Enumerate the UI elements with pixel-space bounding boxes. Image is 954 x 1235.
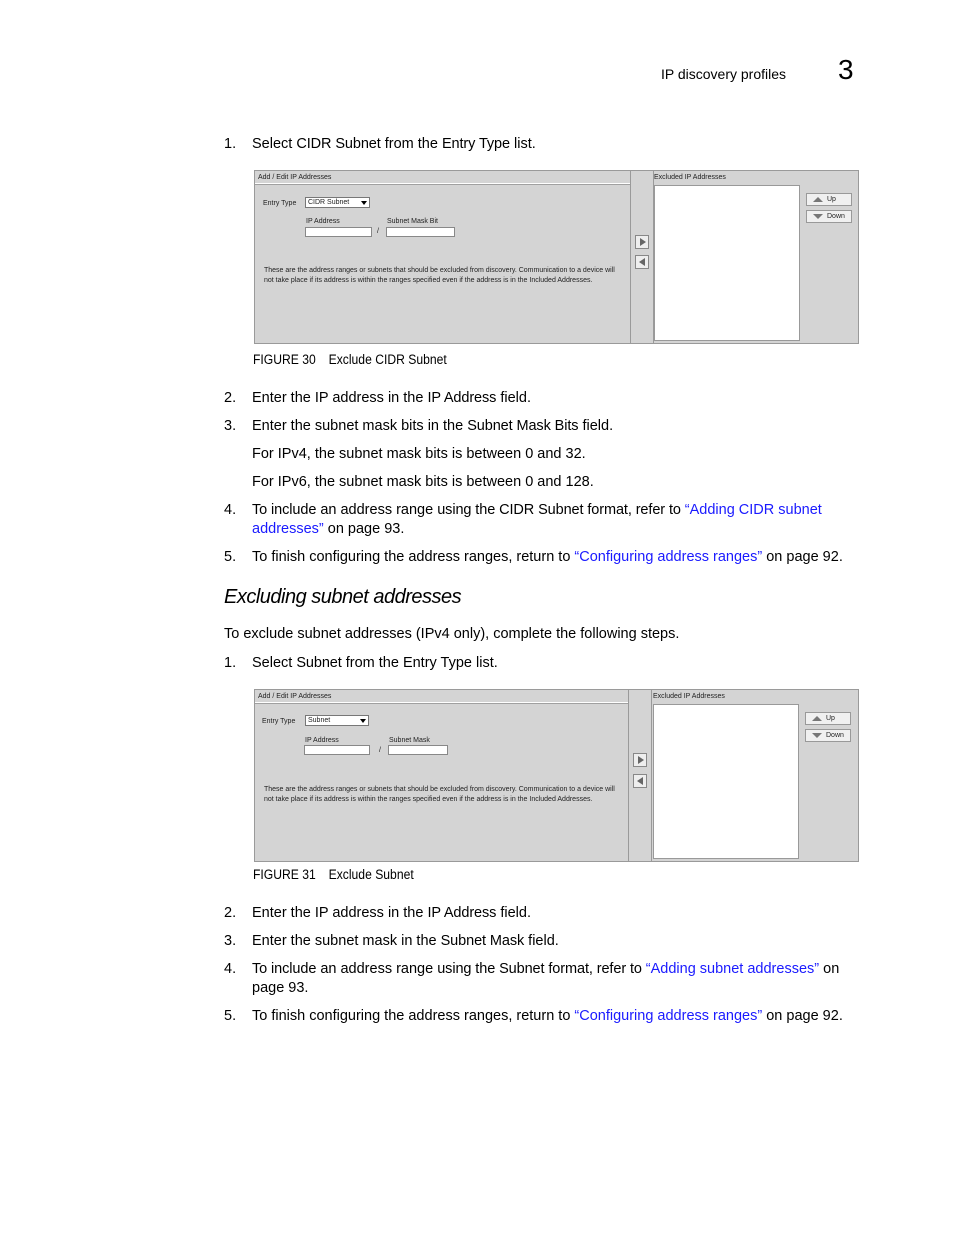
ui-term: Subnet Mask Bits: [467, 418, 579, 434]
down-button[interactable]: [805, 729, 851, 742]
text: Select: [252, 655, 297, 671]
entry-type-select[interactable]: [305, 715, 369, 726]
arrow-left-icon: [639, 258, 645, 266]
text: on page 92: [762, 1008, 839, 1024]
ip-address-input[interactable]: [304, 745, 370, 755]
figure-title: Exclude Subnet: [328, 867, 414, 882]
text: field.: [496, 905, 531, 921]
text: Enter the subnet mask bits in the: [252, 418, 468, 434]
text: list.: [509, 136, 536, 152]
text: using the Subnet format, refer to: [437, 961, 646, 977]
transfer-buttons: [631, 171, 654, 343]
ui-term: IP Address: [427, 905, 497, 921]
exclusion-note: These are the address ranges or subnets that should be excluded from discovery. Communication to a device will not take place if its address is within the ranges specified even if the address is in the Included Addresses.: [264, 786, 615, 803]
text: using the CIDR Subnet format, refer to: [437, 502, 685, 518]
text: Enter the IP address in the: [252, 390, 428, 406]
ipv6-note: For IPv6, the subnet mask bits is between 0 and 128.: [252, 474, 594, 490]
excluded-list[interactable]: [653, 704, 799, 859]
intro-paragraph: To exclude subnet addresses (IPv4 only), complete the following steps.: [224, 626, 680, 642]
down-button[interactable]: [806, 210, 852, 223]
ipv4-note: For IPv4, the subnet mask bits is between 0 and 32.: [252, 446, 586, 462]
text: an address range: [316, 502, 438, 518]
subnet-mask-label: Subnet Mask: [389, 737, 430, 744]
add-arrow-button[interactable]: [633, 753, 647, 767]
entry-type-value: CIDR Subnet: [308, 199, 350, 206]
remove-arrow-button[interactable]: [635, 255, 649, 269]
add-edit-panel: [255, 171, 631, 343]
running-header-title: IP discovery profiles: [661, 66, 787, 82]
text: To finish configuring the address ranges, return to: [252, 1008, 575, 1024]
arrow-left-icon: [637, 777, 643, 785]
figure-number: FIGURE 30: [253, 352, 316, 367]
up-label: Up: [826, 715, 835, 722]
text: on page 93: [252, 961, 840, 996]
ip-address-label: IP Address: [305, 737, 339, 744]
step-text: [252, 135, 862, 154]
step-number: 5.: [224, 1008, 237, 1024]
step-number: 4.: [224, 961, 237, 977]
text: field.: [524, 933, 559, 949]
text: field.: [578, 418, 614, 434]
step-text: [252, 932, 862, 951]
text: from the Entry Type list.: [341, 655, 498, 671]
subnet-mask-bit-input[interactable]: [386, 227, 455, 237]
text: To finish configuring the address ranges, return to: [252, 549, 575, 565]
text: To include: [252, 502, 317, 518]
ip-address-label: IP Address: [306, 218, 340, 225]
excluded-list[interactable]: [654, 185, 800, 341]
step-text: [252, 501, 862, 539]
text: from the: [380, 136, 442, 152]
text: .: [838, 1008, 843, 1024]
section-heading: Excluding subnet addresses: [224, 586, 462, 608]
step-number: 2.: [224, 905, 237, 921]
remove-arrow-button[interactable]: [633, 774, 647, 788]
figure-31-screenshot: [254, 689, 859, 862]
down-label: Down: [826, 732, 844, 739]
subnet-mask-input[interactable]: [388, 745, 448, 755]
step-number: 1.: [224, 136, 237, 152]
step-number: 2.: [224, 390, 237, 406]
excluded-title: Excluded IP Addresses: [653, 693, 725, 700]
step-number: 3.: [224, 933, 237, 949]
step-text: [252, 960, 862, 998]
chapter-number: 3: [838, 54, 854, 85]
chevron-down-icon: [361, 201, 367, 205]
figure-31-caption: [253, 867, 414, 882]
step-number: 1.: [224, 655, 237, 671]
ui-term: Subnet: [296, 655, 342, 671]
arrow-right-icon: [640, 238, 646, 246]
entry-type-select[interactable]: [305, 197, 370, 208]
text: field.: [496, 390, 531, 406]
step-number: 4.: [224, 502, 237, 518]
up-button[interactable]: [805, 712, 851, 725]
add-edit-panel: [255, 690, 629, 861]
step-text: [252, 904, 862, 923]
text: To include: [252, 961, 317, 977]
divider: [255, 183, 630, 185]
excluded-panel: [653, 690, 858, 861]
step-text: [252, 389, 862, 408]
up-label: Up: [827, 196, 836, 203]
figure-title: Exclude CIDR Subnet: [328, 352, 447, 367]
ui-term: CIDR Subnet: [296, 136, 381, 152]
text: .: [304, 980, 309, 996]
cross-reference-link[interactable]: “Configuring address ranges”: [574, 1008, 763, 1024]
text: on page 92: [762, 549, 839, 565]
subnet-mask-bit-label: Subnet Mask Bit: [387, 218, 438, 225]
step-text: [252, 417, 862, 436]
cross-reference-link[interactable]: “Adding CIDR subnet addresses”: [252, 502, 822, 537]
cross-reference-link[interactable]: “Adding subnet addresses”: [645, 961, 820, 977]
step-number: 5.: [224, 549, 237, 565]
add-arrow-button[interactable]: [635, 235, 649, 249]
slash-separator: /: [377, 228, 379, 235]
text: Enter the IP address in the: [252, 905, 428, 921]
down-label: Down: [827, 213, 845, 220]
text: .: [838, 549, 843, 565]
panel-title: Add / Edit IP Addresses: [258, 174, 332, 181]
ui-term: IP Address: [427, 390, 497, 406]
entry-type-label: Entry Type: [263, 200, 297, 207]
text: on page 93: [323, 521, 401, 537]
step-text: [252, 654, 862, 673]
ip-address-input[interactable]: [305, 227, 372, 237]
exclusion-note: These are the address ranges or subnets that should be excluded from discovery. Communication to a device will not take place if its address is within the ranges specified even if the address is in the Included Addresses.: [264, 267, 615, 284]
up-button[interactable]: [806, 193, 852, 206]
figure-number: FIGURE 31: [253, 867, 316, 882]
step-text: [252, 1007, 862, 1026]
chevron-down-icon: [360, 719, 366, 723]
text: Select: [252, 136, 297, 152]
arrow-right-icon: [638, 756, 644, 764]
figure-30-caption: [253, 352, 447, 367]
triangle-down-icon: [812, 733, 822, 738]
text: Enter the subnet mask in the: [252, 933, 441, 949]
divider: [255, 702, 628, 704]
entry-type-label: Entry Type: [262, 718, 296, 725]
excluded-title: Excluded IP Addresses: [654, 174, 726, 181]
triangle-up-icon: [812, 716, 822, 721]
excluded-panel: [654, 171, 858, 343]
ui-term: Subnet Mask: [440, 933, 525, 949]
entry-type-value: Subnet: [308, 717, 331, 724]
step-number: 3.: [224, 418, 237, 434]
figure-30-screenshot: [254, 170, 859, 344]
step-text: [252, 548, 862, 567]
cross-reference-link[interactable]: “Configuring address ranges”: [574, 549, 763, 565]
triangle-down-icon: [813, 214, 823, 219]
panel-title: Add / Edit IP Addresses: [258, 693, 332, 700]
slash-separator: /: [379, 747, 381, 754]
text: .: [400, 521, 405, 537]
triangle-up-icon: [813, 197, 823, 202]
text: an address range: [316, 961, 438, 977]
ui-term: Entry Type: [441, 136, 510, 152]
transfer-buttons: [629, 690, 652, 861]
